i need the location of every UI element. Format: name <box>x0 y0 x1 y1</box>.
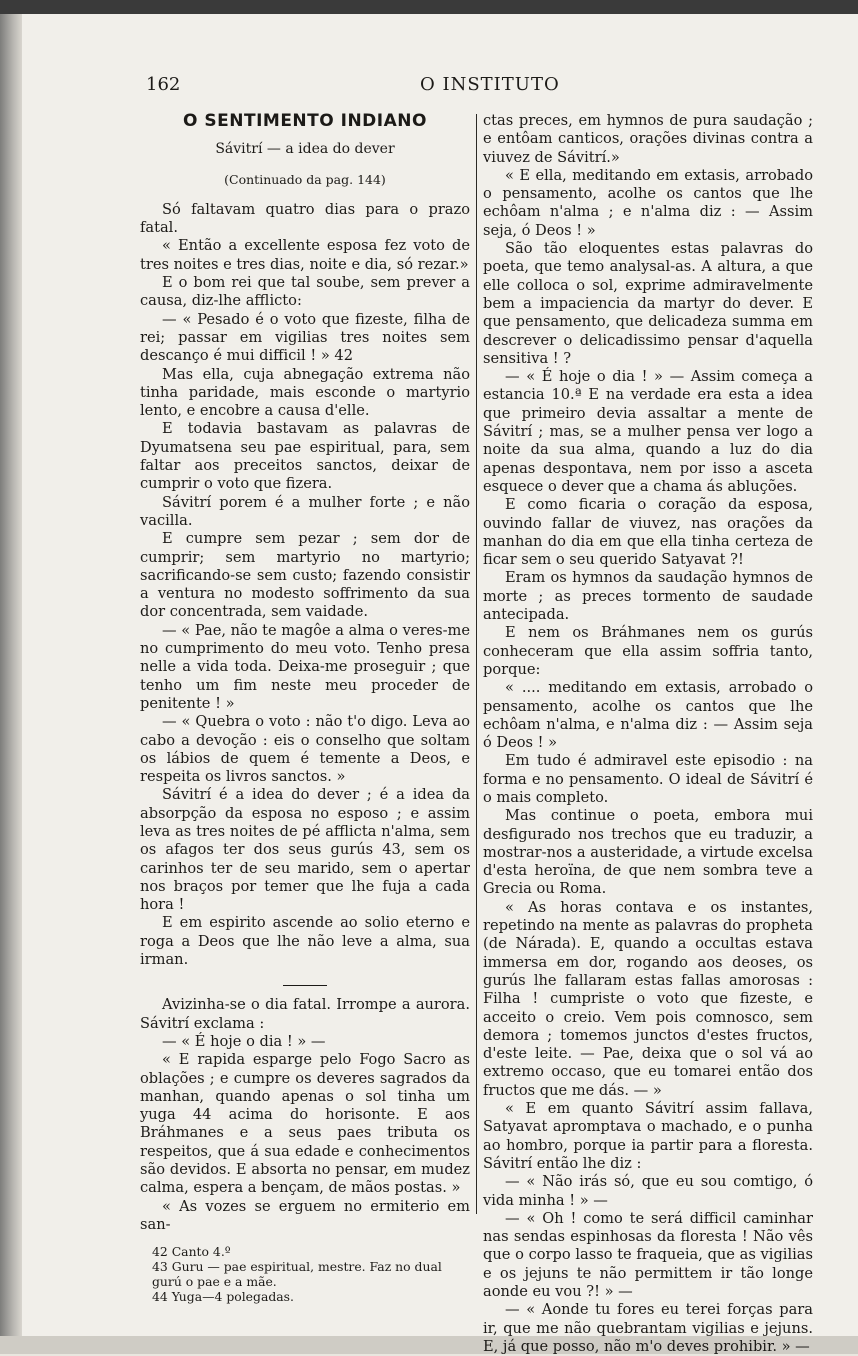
paragraph: « As vozes se erguem no ermiterio em san- <box>140 1197 470 1233</box>
paragraph: — « Pae, não te magôe a alma o veres-me no cumprimento do meu voto. Tenho presa nelle a vida toda. Deixa-me proseguir ; que tenho um fim neste meu proceder de penitente ! » <box>140 621 470 712</box>
paragraph: Mas continue o poeta, embora mui desfigurado nos trechos que eu traduzir, a mostrar-nos a austeridade, a virtude excelsa d'esta heroïna, de que nem sombra teve a Grecia ou Roma. <box>483 807 813 898</box>
paragraph: — « Aonde tu fores eu terei forças para ir, que me não quebrantam vigilias e jejuns. E, já que posso, não m'o deves prohibir. » — <box>483 1301 813 1355</box>
paragraph: São tão eloquentes estas palavras do poeta, que temo analysal-as. A altura, a que elle colloca o sol, exprime admiravelmente bem a impaciencia da martyr do dever. E que pensamento, que delicadeza summa em descrever o delicadissimo pensar d'aquella sensitiva ! ? <box>483 240 813 367</box>
paragraph: « E rapida esparge pelo Fogo Sacro as oblações ; e cumpre os deveres sagrados da manhan, quando apenas o sol tinha um yuga 44 acima do horisonte. E aos Bráhmanes e a seus paes tributa os respeitos, que á sua edade e conhecimentos são devidos. E absorta no pensar, em mudez calma, espera a bençam, de mãos postas. » <box>140 1051 470 1197</box>
article-title: O SENTIMENTO INDIANO <box>183 111 427 131</box>
continuation-note: (Continuado da pag. 144) <box>224 171 386 187</box>
paragraph: — « É hoje o dia ! » — Assim começa a estancia 10.ª E na verdade era esta a idea que primeiro devia assaltar a mente de Sávitrí ; mas, se a mulher pensa ver logo a noite da sua alma, quando a luz do dia apenas despontava, nem por isso a asceta esquece o dever que a chama ás abluções. <box>483 368 813 495</box>
article-subtitle: Sávitrí — a idea do dever <box>215 141 395 158</box>
paragraph: Sávitrí porem é a mulher forte ; e não vacilla. <box>140 493 470 529</box>
right-column <box>483 112 813 1356</box>
paragraph: « E ella, meditando em extasis, arrobado o pensamento, acolhe os cantos que lhe echôam n'alma ; e n'alma diz : — Assim seja, ó Deos ! » <box>483 166 813 239</box>
paragraph: « .... meditando em extasis, arrobado o pensamento, acolhe os cantos que lhe echôam n'alma, e n'alma diz : — Assim seja ó Deos ! » <box>483 679 813 752</box>
paragraph: — « Pesado é o voto que fizeste, filha de rei; passar em vigilias tres noites sem descanço é mui difficil ! » 42 <box>140 310 470 365</box>
paragraph: E nem os Bráhmanes nem os gurús conheceram que ella assim soffria tanto, porque: <box>483 624 813 678</box>
paragraph: « As horas contava e os instantes, repetindo na mente as palavras do propheta (de Nárada). E, quando a occultas estava immersa em dor, rogando aos deoses, os gurús lhe fallaram estas fallas amorosas : Filha ! cumpriste o voto que fizeste, e acceito o creio. Vem pois comnosco, sem demora ; tomemos junctos d'estes fructos, d'este leite. — Pae, deixa que o sol vá ao extremo occaso, que eu tomarei então dos fructos que me dás. — » <box>483 898 813 1099</box>
paragraph: « Então a excellente esposa fez voto de tres noites e tres dias, noite e dia, só rezar.» <box>140 237 470 273</box>
paragraph: ctas preces, em hymnos de pura saudação ; e entôam canticos, orações divinas contra a viuvez de Sávitrí.» <box>483 112 813 166</box>
footnote: 42 Canto 4.º <box>152 1244 231 1260</box>
section-divider <box>283 985 327 986</box>
page-number: 162 <box>146 74 181 95</box>
paragraph: — « É hoje o dia ! » — <box>162 1032 326 1050</box>
book-spine <box>0 14 22 1354</box>
footnotes <box>140 1244 470 1304</box>
footnote: 43 Guru — pae espiritual, mestre. Faz no dual gurú o pae e a mãe. <box>152 1259 442 1290</box>
footnote: 44 Yuga—4 polegadas. <box>152 1289 294 1305</box>
paragraph: Sávitrí é a idea do dever ; é a idea da absorpção da esposa no esposo ; e assim leva as tres noites de pé afflicta n'alma, sem os afagos ter dos seus gurús 43, sem os carinhos ter de seu marido, sem o apertar nos braços por temer que lhe fuja a cada hora ! <box>140 786 470 914</box>
paragraph: E em espirito ascende ao solio eterno e roga a Deos que lhe não leve a alma, sua irman. <box>140 914 470 969</box>
paragraph: — « Quebra o voto : não t'o digo. Leva ao cabo a devoção : eis o conselho que soltam os lábios de quem é temente a Deos, e respeita os livros sanctos. » <box>140 713 470 786</box>
paragraph: Avizinha-se o dia fatal. Irrompe a aurora. Sávitrí exclama : <box>140 996 470 1032</box>
left-column <box>140 112 470 1304</box>
running-title: O INSTITUTO <box>420 74 560 95</box>
paragraph: E cumpre sem pezar ; sem dor de cumprir; sem martyrio no martyrio; sacrificando-se sem custo; fazendo consistir a ventura no modesto soffrimento da sua dor concentrada, sem vaidade. <box>140 530 470 621</box>
paragraph: — « Oh ! como te será difficil caminhar nas sendas espinhosas da floresta ! Não vês que o corpo lasso te fraqueia, que as vigilias e os jejuns te não permittem ir tão longe aonde eu vou ?! » — <box>483 1209 813 1300</box>
paragraph: « E em quanto Sávitrí assim fallava, Satyavat apromptava o machado, e o punha ao hombro, porque ia partir para a floresta. Sávitrí então lhe diz : <box>483 1100 813 1172</box>
paragraph: Em tudo é admiravel este episodio : na forma e no pensamento. O ideal de Sávitrí é o mais completo. <box>483 752 813 806</box>
paragraph: — « Não irás só, que eu sou comtigo, ó vida minha ! » — <box>483 1173 813 1209</box>
top-edge <box>0 0 858 14</box>
paragraph: Mas ella, cuja abnegação extrema não tinha paridade, mais esconde o martyrio lento, e encobre a causa d'elle. <box>140 365 470 420</box>
paragraph: E o bom rei que tal soube, sem prever a causa, diz-lhe afflicto: <box>140 274 470 310</box>
column-divider <box>476 114 477 1214</box>
paragraph: E como ficaria o coração da esposa, ouvindo fallar de viuvez, nas orações da manhan do dia em que ella tinha certeza de ficar sem o seu querido Satyavat ?! <box>483 496 813 569</box>
paragraph: Eram os hymnos da saudação hymnos de morte ; as preces tormento de saudade antecipada. <box>483 569 813 624</box>
paragraph: Só faltavam quatro dias para o prazo fatal. <box>140 200 470 237</box>
paragraph: E todavia bastavam as palavras de Dyumatsena seu pae espiritual, para, sem faltar aos preceitos sanctos, deixar de cumprir o voto que fizera. <box>140 420 470 493</box>
